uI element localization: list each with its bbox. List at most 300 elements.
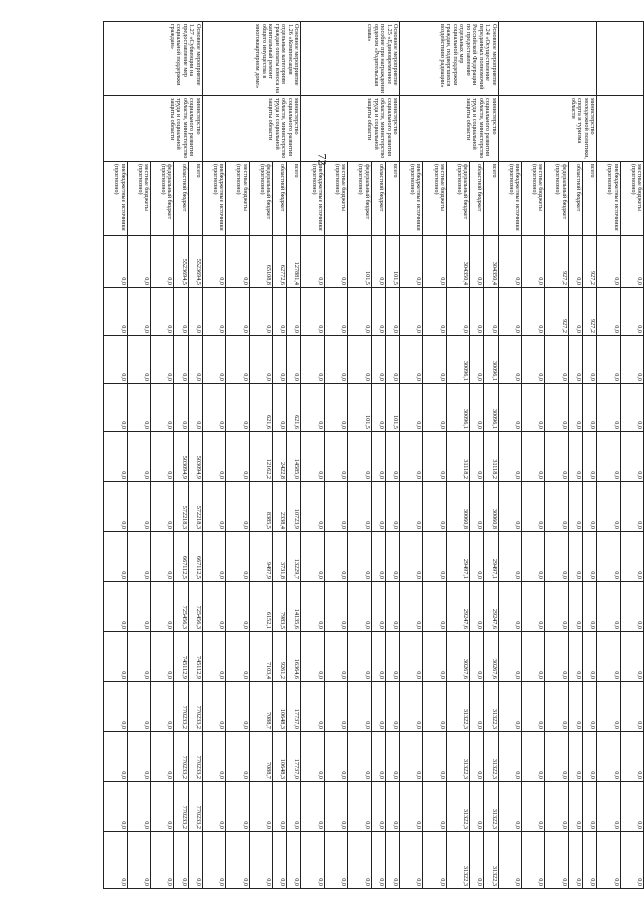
value-cell: 0,0 (597, 682, 620, 732)
value-cell: 30060,8 (446, 482, 469, 532)
executor-cell: министерство социального развития области, министерство труда и социальной защиты области (202, 96, 301, 162)
value-cell: 0,0 (324, 832, 347, 889)
value-cell: 30267,6 (484, 632, 498, 682)
value-cell: 0,0 (620, 632, 643, 682)
value-cell: 0,0 (545, 336, 568, 384)
value-cell: 0,0 (188, 832, 202, 889)
funding-source-cell: федеральный бюджет (прогнозно) (446, 162, 469, 236)
value-cell: 0,0 (151, 336, 174, 384)
measure-cell: Основное мероприятие 1.25 «Единовременное пособие при награждении орденом «Родительская слава» (301, 22, 400, 96)
value-cell: 0,0 (498, 732, 521, 782)
value-cell: 0,0 (202, 336, 225, 384)
value-cell: 31322,3 (446, 682, 469, 732)
funding-source-cell: федеральный бюджет (прогнозно) (545, 162, 568, 236)
value-cell: 0,0 (400, 832, 423, 889)
value-cell: 0,0 (249, 336, 272, 384)
value-cell: 0,0 (583, 682, 597, 732)
value-cell: 0,0 (104, 632, 128, 682)
value-cell: 65108,8 (249, 236, 272, 288)
value-cell: 0,0 (226, 682, 249, 732)
value-cell: 0,0 (127, 236, 150, 288)
value-cell: 0,0 (226, 582, 249, 632)
funding-source-cell: областной бюджет (568, 162, 582, 236)
funding-source-cell: федеральный бюджет (прогнозно) (151, 162, 174, 236)
value-cell: 0,0 (400, 582, 423, 632)
value-cell: 770233,2 (188, 682, 202, 732)
value-cell: 0,0 (545, 682, 568, 732)
value-cell: 0,0 (568, 482, 582, 532)
value-cell: 0,0 (202, 432, 225, 482)
value-cell: 0,0 (620, 832, 643, 889)
value-cell: 0,0 (273, 832, 287, 889)
value-cell: 0,0 (127, 288, 150, 336)
value-cell: 0,0 (470, 632, 484, 682)
value-cell: 0,0 (301, 682, 324, 732)
value-cell: 0,0 (385, 336, 399, 384)
value-cell: 0,0 (522, 832, 545, 889)
value-cell: 621,6 (249, 384, 272, 432)
value-cell: 16364,6 (287, 632, 301, 682)
value-cell: 0,0 (301, 384, 324, 432)
value-cell: 0,0 (545, 782, 568, 832)
value-cell: 0,0 (202, 236, 225, 288)
value-cell: 0,0 (151, 482, 174, 532)
value-cell: 0,0 (423, 336, 446, 384)
value-cell: 0,0 (568, 532, 582, 582)
value-cell: 0,0 (568, 632, 582, 682)
value-cell: 0,0 (545, 832, 568, 889)
funding-source-cell: федеральный бюджет (прогнозно) (348, 162, 371, 236)
value-cell: 0,0 (202, 482, 225, 532)
value-cell: 0,0 (226, 236, 249, 288)
value-cell: 0,0 (324, 288, 347, 336)
value-cell: 0,0 (188, 384, 202, 432)
value-cell: 0,0 (400, 236, 423, 288)
value-cell: 0,0 (423, 288, 446, 336)
value-cell: 29247,6 (484, 582, 498, 632)
value-cell: 0,0 (301, 582, 324, 632)
value-cell: 0,0 (104, 432, 128, 482)
value-cell: 0,0 (202, 532, 225, 582)
value-cell: 0,0 (545, 582, 568, 632)
value-cell: 0,0 (597, 432, 620, 482)
value-cell: 0,0 (597, 384, 620, 432)
value-cell: 0,0 (400, 336, 423, 384)
value-cell: 0,0 (470, 482, 484, 532)
value-cell: 572218,3 (188, 482, 202, 532)
value-cell: 0,0 (385, 432, 399, 482)
value-cell: 0,0 (324, 682, 347, 732)
funding-source-cell: областной бюджет (371, 162, 385, 236)
value-cell: 0,0 (620, 532, 643, 582)
funding-source-cell: местные бюджеты (прогнозно) (127, 162, 150, 236)
value-cell: 10648,3 (273, 682, 287, 732)
value-cell: 572218,3 (174, 482, 188, 532)
funding-source-cell: местные бюджеты (прогнозно) (522, 162, 545, 236)
value-cell: 725456,3 (188, 582, 202, 632)
value-cell: 0,0 (273, 384, 287, 432)
value-cell: 0,0 (249, 832, 272, 889)
value-cell: 0,0 (498, 336, 521, 384)
value-cell: 0,0 (545, 632, 568, 682)
value-cell: 0,0 (202, 782, 225, 832)
funding-source-cell: внебюджетные источники (прогнозно) (202, 162, 225, 236)
value-cell: 745112,9 (188, 632, 202, 682)
measure-cell: Основное мероприятие 1.27 «Субвенции на предоставление мер социальной поддержки граждан» (104, 22, 203, 96)
value-cell: 0,0 (188, 288, 202, 336)
value-cell: 7088,7 (249, 732, 272, 782)
value-cell: 0,0 (522, 782, 545, 832)
value-cell: 0,0 (151, 288, 174, 336)
value-cell: 0,0 (583, 532, 597, 582)
value-cell: 0,0 (423, 482, 446, 532)
value-cell: 0,0 (174, 288, 188, 336)
value-cell: 0,0 (348, 336, 371, 384)
value-cell: 0,0 (568, 384, 582, 432)
value-cell: 0,0 (348, 582, 371, 632)
value-cell: 5523694,5 (174, 236, 188, 288)
value-cell: 0,0 (423, 384, 446, 432)
value-cell: 0,0 (104, 782, 128, 832)
value-cell: 0,0 (104, 732, 128, 782)
value-cell: 0,0 (568, 682, 582, 732)
executor-cell: министерство социального развития области, министерство труда и социальной защиты области (301, 96, 400, 162)
funding-source-cell: внебюджетные источники (прогнозно) (104, 162, 128, 236)
value-cell: 0,0 (522, 482, 545, 532)
value-cell: 0,0 (324, 782, 347, 832)
value-cell: 0,0 (470, 832, 484, 889)
value-cell: 0,0 (470, 732, 484, 782)
value-cell: 13229,7 (287, 532, 301, 582)
value-cell: 31118,2 (484, 432, 498, 482)
value-cell: 770233,2 (174, 682, 188, 732)
value-cell: 770233,2 (188, 782, 202, 832)
value-cell: 0,0 (202, 632, 225, 682)
value-cell: 31322,3 (484, 782, 498, 832)
value-cell: 0,0 (385, 532, 399, 582)
value-cell: 0,0 (127, 384, 150, 432)
value-cell: 725456,3 (174, 582, 188, 632)
value-cell: 30267,6 (446, 632, 469, 682)
value-cell: 14585,0 (287, 432, 301, 482)
value-cell: 0,0 (151, 782, 174, 832)
value-cell: 0,0 (583, 432, 597, 482)
value-cell: 0,0 (104, 288, 128, 336)
value-cell: 0,0 (620, 682, 643, 732)
value-cell: 31322,3 (446, 782, 469, 832)
value-cell: 0,0 (583, 336, 597, 384)
value-cell: 0,0 (620, 782, 643, 832)
value-cell: 0,0 (348, 732, 371, 782)
value-cell: 0,0 (484, 288, 498, 336)
value-cell: 0,0 (385, 732, 399, 782)
value-cell: 0,0 (301, 782, 324, 832)
value-cell: 0,0 (498, 236, 521, 288)
value-cell: 0,0 (348, 482, 371, 532)
value-cell: 0,0 (104, 832, 128, 889)
value-cell: 0,0 (226, 482, 249, 532)
value-cell: 0,0 (371, 432, 385, 482)
value-cell: 0,0 (301, 532, 324, 582)
value-cell: 17737,0 (287, 682, 301, 732)
funding-source-cell: областной бюджет (174, 162, 188, 236)
value-cell: 304350,4 (484, 236, 498, 288)
value-cell: 0,0 (620, 336, 643, 384)
value-cell: 0,0 (371, 682, 385, 732)
value-cell: 0,0 (371, 482, 385, 532)
value-cell: 0,0 (226, 288, 249, 336)
value-cell: 0,0 (498, 432, 521, 482)
value-cell: 927,2 (545, 288, 568, 336)
funding-source-cell: внебюджетные источники (прогнозно) (597, 162, 620, 236)
value-cell: 0,0 (127, 782, 150, 832)
value-cell: 0,0 (151, 682, 174, 732)
value-cell: 0,0 (151, 632, 174, 682)
value-cell: 0,0 (522, 236, 545, 288)
value-cell: 0,0 (498, 682, 521, 732)
value-cell: 0,0 (151, 832, 174, 889)
value-cell: 0,0 (151, 532, 174, 582)
value-cell: 0,0 (287, 832, 301, 889)
value-cell: 0,0 (202, 582, 225, 632)
value-cell: 31322,3 (484, 682, 498, 732)
value-cell: 0,0 (498, 288, 521, 336)
value-cell: 927,2 (583, 236, 597, 288)
value-cell: 0,0 (151, 384, 174, 432)
value-cell: 0,0 (498, 782, 521, 832)
value-cell: 30096,1 (446, 384, 469, 432)
value-cell: 31322,3 (446, 832, 469, 889)
value-cell: 0,0 (400, 384, 423, 432)
value-cell: 0,0 (583, 482, 597, 532)
value-cell: 17737,0 (287, 732, 301, 782)
value-cell: 0,0 (620, 384, 643, 432)
value-cell: 0,0 (620, 236, 643, 288)
value-cell: 0,0 (385, 832, 399, 889)
value-cell: 0,0 (287, 336, 301, 384)
executor-cell: министерство социального развития области, министерство труда и социальной защиты области (104, 96, 203, 162)
value-cell: 0,0 (324, 236, 347, 288)
value-cell: 0,0 (545, 532, 568, 582)
value-cell: 101,5 (385, 384, 399, 432)
funding-source-cell: внебюджетные источники (прогнозно) (498, 162, 521, 236)
value-cell: 0,0 (400, 632, 423, 682)
value-cell: 0,0 (522, 336, 545, 384)
value-cell: 0,0 (385, 288, 399, 336)
value-cell: 0,0 (348, 432, 371, 482)
value-cell: 0,0 (545, 482, 568, 532)
value-cell: 0,0 (620, 482, 643, 532)
value-cell: 0,0 (583, 732, 597, 782)
value-cell: 31322,3 (484, 732, 498, 782)
value-cell: 304350,4 (446, 236, 469, 288)
page-number: 72 (315, 153, 330, 166)
value-cell: 10648,3 (273, 732, 287, 782)
value-cell: 0,0 (522, 432, 545, 482)
value-cell: 0,0 (423, 682, 446, 732)
value-cell: 0,0 (127, 582, 150, 632)
value-cell: 770233,2 (174, 782, 188, 832)
value-cell: 0,0 (348, 632, 371, 682)
measure-cell: Основное мероприятие 1.24 «Осуществление переданных полномочий Российской Федерации по предоставлению отдельных мер социальной поддержки граждан, подвергшихся воздействию радиации» (400, 22, 499, 96)
value-cell: 30096,1 (484, 336, 498, 384)
value-cell: 0,0 (371, 782, 385, 832)
funding-source-cell: федеральный бюджет (прогнозно) (249, 162, 272, 236)
value-cell: 101,5 (348, 384, 371, 432)
value-cell: 0,0 (226, 384, 249, 432)
value-cell: 0,0 (104, 482, 128, 532)
value-cell: 0,0 (568, 732, 582, 782)
value-cell: 0,0 (498, 384, 521, 432)
value-cell: 0,0 (273, 336, 287, 384)
value-cell: 0,0 (324, 582, 347, 632)
value-cell: 0,0 (301, 288, 324, 336)
value-cell: 0,0 (597, 236, 620, 288)
value-cell: 0,0 (273, 288, 287, 336)
value-cell: 0,0 (104, 336, 128, 384)
value-cell: 0,0 (423, 632, 446, 682)
value-cell: 0,0 (568, 432, 582, 482)
value-cell: 0,0 (127, 832, 150, 889)
value-cell: 0,0 (620, 288, 643, 336)
rotated-content (103, 21, 644, 888)
value-cell: 101,5 (385, 236, 399, 288)
value-cell: 0,0 (202, 682, 225, 732)
value-cell: 0,0 (400, 432, 423, 482)
value-cell: 0,0 (470, 288, 484, 336)
funding-source-cell: областной бюджет (273, 162, 287, 236)
value-cell: 0,0 (287, 288, 301, 336)
value-cell: 0,0 (568, 236, 582, 288)
value-cell: 0,0 (151, 582, 174, 632)
value-cell: 9497,9 (249, 532, 272, 582)
value-cell: 0,0 (583, 582, 597, 632)
value-cell: 0,0 (597, 582, 620, 632)
value-cell: 30096,1 (446, 336, 469, 384)
value-cell: 0,0 (400, 482, 423, 532)
value-cell: 0,0 (371, 236, 385, 288)
value-cell: 0,0 (583, 384, 597, 432)
value-cell: 0,0 (620, 582, 643, 632)
measure-cell (597, 22, 644, 96)
value-cell: 0,0 (498, 582, 521, 632)
value-cell: 0,0 (498, 632, 521, 682)
value-cell: 2422,8 (273, 432, 287, 482)
value-cell: 0,0 (151, 432, 174, 482)
value-cell: 0,0 (127, 632, 150, 682)
value-cell: 0,0 (522, 532, 545, 582)
value-cell: 0,0 (104, 532, 128, 582)
value-cell: 0,0 (522, 288, 545, 336)
value-cell: 0,0 (371, 732, 385, 782)
funding-source-cell: местные бюджеты (прогнозно) (423, 162, 446, 236)
value-cell: 0,0 (324, 482, 347, 532)
value-cell: 30060,8 (484, 482, 498, 532)
value-cell: 0,0 (470, 336, 484, 384)
value-cell: 0,0 (446, 288, 469, 336)
value-cell: 0,0 (522, 582, 545, 632)
value-cell: 0,0 (226, 732, 249, 782)
value-cell: 0,0 (545, 732, 568, 782)
value-cell: 0,0 (174, 336, 188, 384)
value-cell: 0,0 (371, 336, 385, 384)
value-cell: 6152,1 (249, 582, 272, 632)
value-cell: 0,0 (202, 732, 225, 782)
value-cell: 0,0 (522, 732, 545, 782)
value-cell: 0,0 (522, 682, 545, 732)
value-cell: 0,0 (597, 632, 620, 682)
table-row (287, 22, 301, 889)
value-cell: 0,0 (385, 682, 399, 732)
value-cell: 0,0 (249, 288, 272, 336)
value-cell: 0,0 (498, 482, 521, 532)
funding-source-cell: местные бюджеты (прогнозно) (620, 162, 643, 236)
value-cell: 62772,6 (273, 236, 287, 288)
value-cell: 0,0 (423, 832, 446, 889)
value-cell: 7088,7 (249, 682, 272, 732)
value-cell: 0,0 (104, 384, 128, 432)
value-cell: 30096,1 (484, 384, 498, 432)
value-cell: 0,0 (597, 336, 620, 384)
value-cell: 0,0 (385, 632, 399, 682)
funding-source-cell: местные бюджеты (прогнозно) (226, 162, 249, 236)
value-cell: 0,0 (202, 832, 225, 889)
value-cell: 0,0 (371, 582, 385, 632)
value-cell: 0,0 (568, 832, 582, 889)
value-cell: 0,0 (423, 732, 446, 782)
value-cell: 0,0 (371, 532, 385, 582)
value-cell: 0,0 (371, 288, 385, 336)
value-cell: 0,0 (597, 732, 620, 782)
funding-source-cell: всего (484, 162, 498, 236)
value-cell: 0,0 (371, 832, 385, 889)
funding-source-cell: всего (385, 162, 399, 236)
value-cell: 667112,5 (188, 532, 202, 582)
value-cell: 0,0 (498, 532, 521, 582)
value-cell: 0,0 (470, 582, 484, 632)
value-cell: 0,0 (597, 482, 620, 532)
value-cell: 0,0 (583, 632, 597, 682)
value-cell: 0,0 (522, 384, 545, 432)
value-cell: 31118,2 (446, 432, 469, 482)
value-cell: 0,0 (324, 432, 347, 482)
value-cell: 0,0 (400, 782, 423, 832)
value-cell: 927,2 (545, 236, 568, 288)
value-cell: 0,0 (620, 732, 643, 782)
value-cell: 0,0 (174, 384, 188, 432)
value-cell: 0,0 (597, 288, 620, 336)
value-cell: 770233,2 (188, 732, 202, 782)
value-cell: 0,0 (371, 632, 385, 682)
value-cell: 0,0 (301, 632, 324, 682)
value-cell: 0,0 (423, 582, 446, 632)
value-cell: 0,0 (597, 782, 620, 832)
funding-source-cell: внебюджетные источники (прогнозно) (400, 162, 423, 236)
value-cell: 101,5 (348, 236, 371, 288)
value-cell: 31322,3 (446, 732, 469, 782)
value-cell: 0,0 (324, 336, 347, 384)
value-cell: 0,0 (127, 732, 150, 782)
funding-source-cell: всего (287, 162, 301, 236)
table-row (188, 22, 202, 889)
value-cell: 0,0 (348, 782, 371, 832)
value-cell: 29497,1 (446, 532, 469, 582)
executor-cell (597, 96, 644, 162)
executor-cell: министерство молодежной политики, спорта и туризма области (498, 96, 597, 162)
value-cell: 0,0 (545, 384, 568, 432)
value-cell: 0,0 (301, 482, 324, 532)
value-cell: 0,0 (470, 532, 484, 582)
